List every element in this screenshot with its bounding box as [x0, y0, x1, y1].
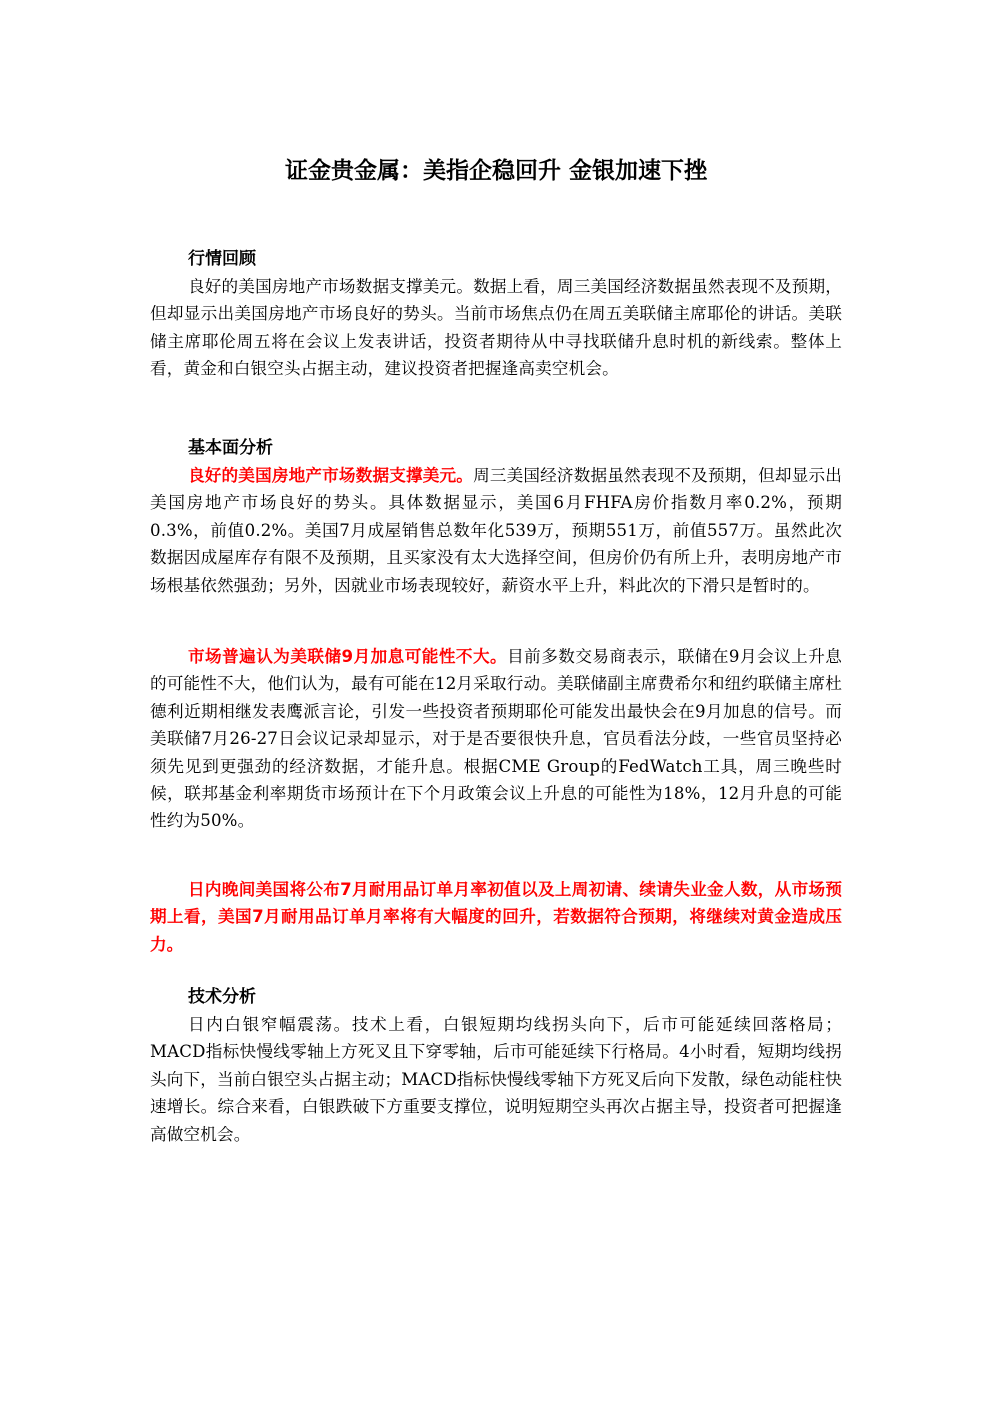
fed-rate-section [150, 643, 842, 835]
market-review-section [150, 245, 842, 383]
fundamental-lead-highlight: 良好的美国房地产市场数据支撑美元。 [188, 466, 474, 485]
fed-paragraph [150, 643, 842, 835]
market-review-text: 良好的美国房地产市场数据支撑美元。数据上看，周三美国经济数据虽然表现不及预期，但却显示出美国房地产市场良好的势头。当前市场焦点仍在周五美联储主席耶伦的讲话。美联储主席耶伦周五将在会议上发表讲话，投资者期待从中寻找联储升息时机的新线索。整体上看，黄金和白银空头占据主动，建议投资者把握逢高卖空机会。 [150, 277, 842, 379]
tonight-outlook-section [150, 876, 842, 958]
fundamental-analysis-section [150, 434, 842, 599]
market-review-heading: 行情回顾 [188, 249, 256, 269]
technical-analysis-text: 日内白银窄幅震荡。技术上看，白银短期均线拐头向下，后市可能延续回落格局；MACD指标快慢线零轴上方死叉且下穿零轴，后市可能延续下行格局。4小时看，短期均线拐头向下，当前白银空头占据主动；MACD指标快慢线零轴下方死叉后向下发散，绿色动能柱快速增长。综合来看，白银跌破下方重要支撑位，说明短期空头再次占据主导，投资者可把握逢高做空机会。 [150, 1015, 842, 1144]
fundamental-analysis-heading: 基本面分析 [188, 438, 273, 458]
fed-text: 目前多数交易商表示，联储在9月会议上升息的可能性不大，他们认为，最有可能在12月采取行动。美联储副主席费希尔和纽约联储主席杜德利近期相继发表鹰派言论，引发一些投资者预期耶伦可能发出最快会在9月加息的信号。而美联储7月26-27日会议记录却显示，对于是否要很快升息，官员看法分歧，一些官员坚持必须先见到更强劲的经济数据，才能升息。根据CME Group的FedWatch工具，周三晚些时候，联邦基金利率期货市场预计在下个月政策会议上升息的可能性为18%，12月升息的可能性约为50%。 [150, 647, 842, 831]
fundamental-paragraph [150, 462, 842, 599]
fundamental-text: 周三美国经济数据虽然表现不及预期，但却显示出美国房地产市场良好的势头。具体数据显示，美国6月FHFA房价指数月率0.2%，预期0.3%，前值0.2%。美国7月成屋销售总数年化539万，预期551万，前值557万。虽然此次数据因成屋库存有限不及预期，且买家没有太大选择空间，但房价仍有所上升，表明房地产市场根基依然强劲；另外，因就业市场表现较好，薪资水平上升，料此次的下滑只是暂时的。 [150, 466, 842, 595]
fed-lead-highlight: 市场普遍认为美联储9月加息可能性不大。 [188, 647, 508, 666]
document-title: 证金贵金属：美指企稳回升 金银加速下挫 [284, 158, 707, 184]
technical-analysis-heading: 技术分析 [188, 987, 256, 1007]
tonight-outlook-text: 日内晚间美国将公布7月耐用品订单月率初值以及上周初请、续请失业金人数，从市场预期上看，美国7月耐用品订单月率将有大幅度的回升，若数据符合预期，将继续对黄金造成压力。 [150, 880, 842, 954]
technical-analysis-section [150, 983, 842, 1148]
